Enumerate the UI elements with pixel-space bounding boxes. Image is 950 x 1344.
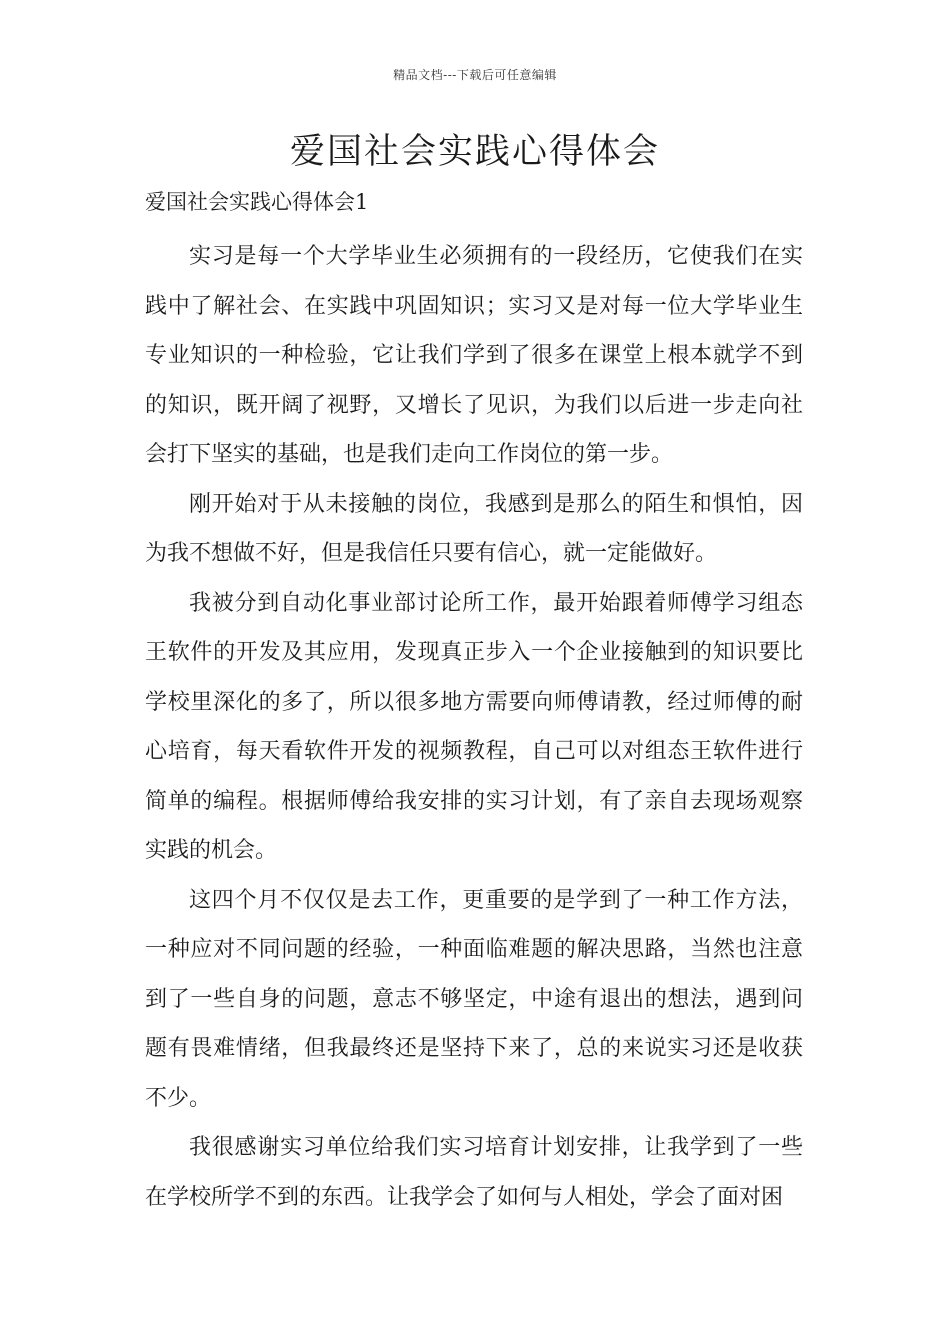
section-label: 爱国社会实践心得体会1 bbox=[145, 190, 369, 214]
paragraph-1: 实习是每一个大学毕业生必须拥有的一段经历，它使我们在实践中了解社会、在实践中巩固知识；实习又是对每一位大学毕业生专业知识的一种检验，它让我们学到了很多在课堂上根本就学不到的知识，既开阔了视野，又增长了见识，为我们以后进一步走向社会打下坚实的基础，也是我们走向工作岗位的第一步。 bbox=[145, 244, 803, 467]
header-note: 精品文档---下载后可任意编辑 bbox=[393, 68, 557, 82]
paragraph-3: 我被分到自动化事业部讨论所工作，最开始跟着师傅学习组态王软件的开发及其应用，发现真正步入一个企业接触到的知识要比学校里深化的多了，所以很多地方需要向师傅请教，经过师傅的耐心培育，每天看软件开发的视频教程，自己可以对组态王软件进行简单的编程。根据师傅给我安排的实习计划，有了亲自去现场观察实践的机会。 bbox=[145, 590, 803, 863]
paragraph-2: 刚开始对于从未接触的岗位，我感到是那么的陌生和惧怕，因为我不想做不好，但是我信任只要有信心，就一定能做好。 bbox=[145, 491, 803, 566]
document-title: 爱国社会实践心得体会 bbox=[289, 132, 660, 172]
paragraph-4: 这四个月不仅仅是去工作，更重要的是学到了一种工作方法，一种应对不同问题的经验，一种面临难题的解决思路，当然也注意到了一些自身的问题，意志不够坚定，中途有退出的想法，遇到问题有畏难情绪，但我最终还是坚持下来了，总的来说实习还是收获不少。 bbox=[145, 887, 803, 1111]
document-body bbox=[145, 232, 803, 1222]
paragraph-5: 我很感谢实习单位给我们实习培育计划安排，让我学到了一些在学校所学不到的东西。让我学会了如何与人相处，学会了面对困 bbox=[145, 1135, 803, 1210]
